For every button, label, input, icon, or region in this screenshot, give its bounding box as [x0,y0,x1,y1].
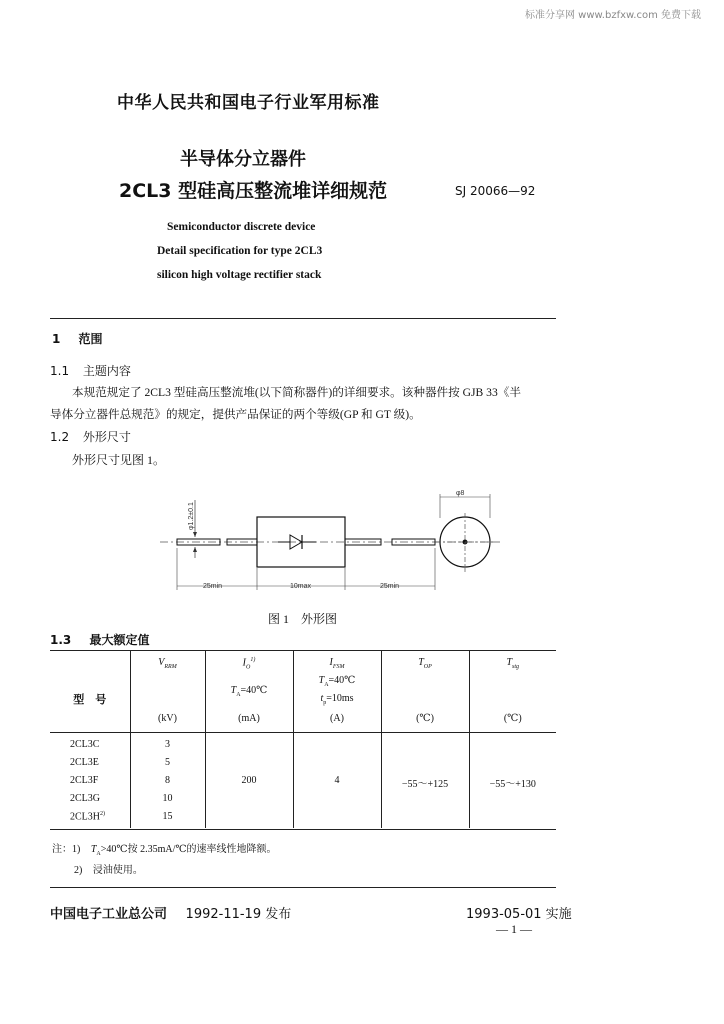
section-1-1-heading [50,362,131,379]
footer-rule [50,887,556,888]
model-2CL3F: 2CL3F [70,775,99,786]
standard-category: 中华人民共和国电子行业军用标准 [117,93,380,113]
header-top: $T_{OP}$ (℃) [381,651,469,733]
page-number: — 1 — [496,922,532,936]
model-2CL3C: 2CL3C [70,739,100,750]
section-number: 1.2 [50,430,70,444]
effective-date: 1993-05-01 实施 [466,907,572,922]
header-io: $I_O^{1)}$ $T_A=40℃$ (mA) [205,651,293,733]
tstg-cell: −55～+130 [469,733,556,829]
model-2CL3G: 2CL3G [70,793,100,804]
section-number: 1.3 [50,633,72,647]
section-title: 主题内容 [82,364,131,378]
table-bottom-rule [50,829,556,830]
note-2: 2) 浸油使用。 [74,865,143,876]
lead-diameter-label: φ1.2±0.1 [188,502,195,530]
body-length-label: 10max [290,583,312,590]
io-cell: 200 [205,733,293,829]
title-en-line3: silicon high voltage rectifier stack [157,269,322,281]
section-number: 1 [52,332,61,346]
diameter-label: φ8 [456,490,465,497]
title-cn-line2: 2CL3 型硅高压整流堆详细规范 [119,180,388,202]
model-cell [50,733,130,829]
section-title: 范围 [78,332,103,346]
paragraph-2: 外形尺寸见图 1。 [72,453,166,467]
section-title: 外形尺寸 [82,430,131,444]
table-body-row [50,733,556,829]
header-vrrm: $V_{RRM}$ (kV) [130,651,205,733]
standard-code: SJ 20066—92 [455,184,536,198]
header-tstg: $T_{stg}$ (℃) [469,651,556,733]
figure-caption: 图 1 外形图 [268,612,338,626]
section-title: 最大额定值 [89,633,150,647]
section-1-3-heading [50,631,149,648]
header-ifsm: $I_{FSM}$ $T_A=40℃$ $t_p=10ms$ (A) [293,651,381,733]
section-number: 1.1 [50,364,70,378]
title-cn-line1: 半导体分立器件 [180,149,306,170]
paragraph-1-line1: 本规范规定了 2CL3 型硅高压整流堆(以下简称器件)的详细要求。该种器件按 GJB 33《半 [72,386,521,399]
watermark-text: 标准分享网 www.bzfxw.com 免费下载 [525,10,701,21]
model-2CL3H: $2CL3H^{2)}$ [70,811,105,823]
left-lead-length-label: 25min [203,583,223,590]
ifsm-cell: 4 [293,733,381,829]
section-1-heading [52,330,103,347]
note-1: 注：1) $T_A>40℃$按 2.35mA/℃的速率线性地降额。 [52,844,277,857]
outline-drawing [150,480,530,605]
issue-date: 1992-11-19 发布 [185,907,292,922]
vrrm-cell: 3 5 8 10 15 [130,733,205,829]
issuer: 中国电子工业总公司 1992-11-19 发布 [50,907,292,922]
title-en-line2: Detail specification for type 2CL3 [157,245,323,257]
title-en-line1: Semiconductor discrete device [167,221,316,233]
section-1-2-heading [50,428,131,445]
paragraph-1-line2: 导体分立器件总规范》的规定，提供产品保证的两个等级(GP 和 GT 级)。 [50,408,421,421]
table-header-row [50,651,556,733]
header-rule [50,318,556,319]
model-2CL3E: 2CL3E [70,757,99,768]
top-cell: −55～+125 [381,733,469,829]
header-model: 型 号 [50,651,130,733]
right-lead-length-label: 25min [380,583,400,590]
max-ratings-table [50,651,556,828]
